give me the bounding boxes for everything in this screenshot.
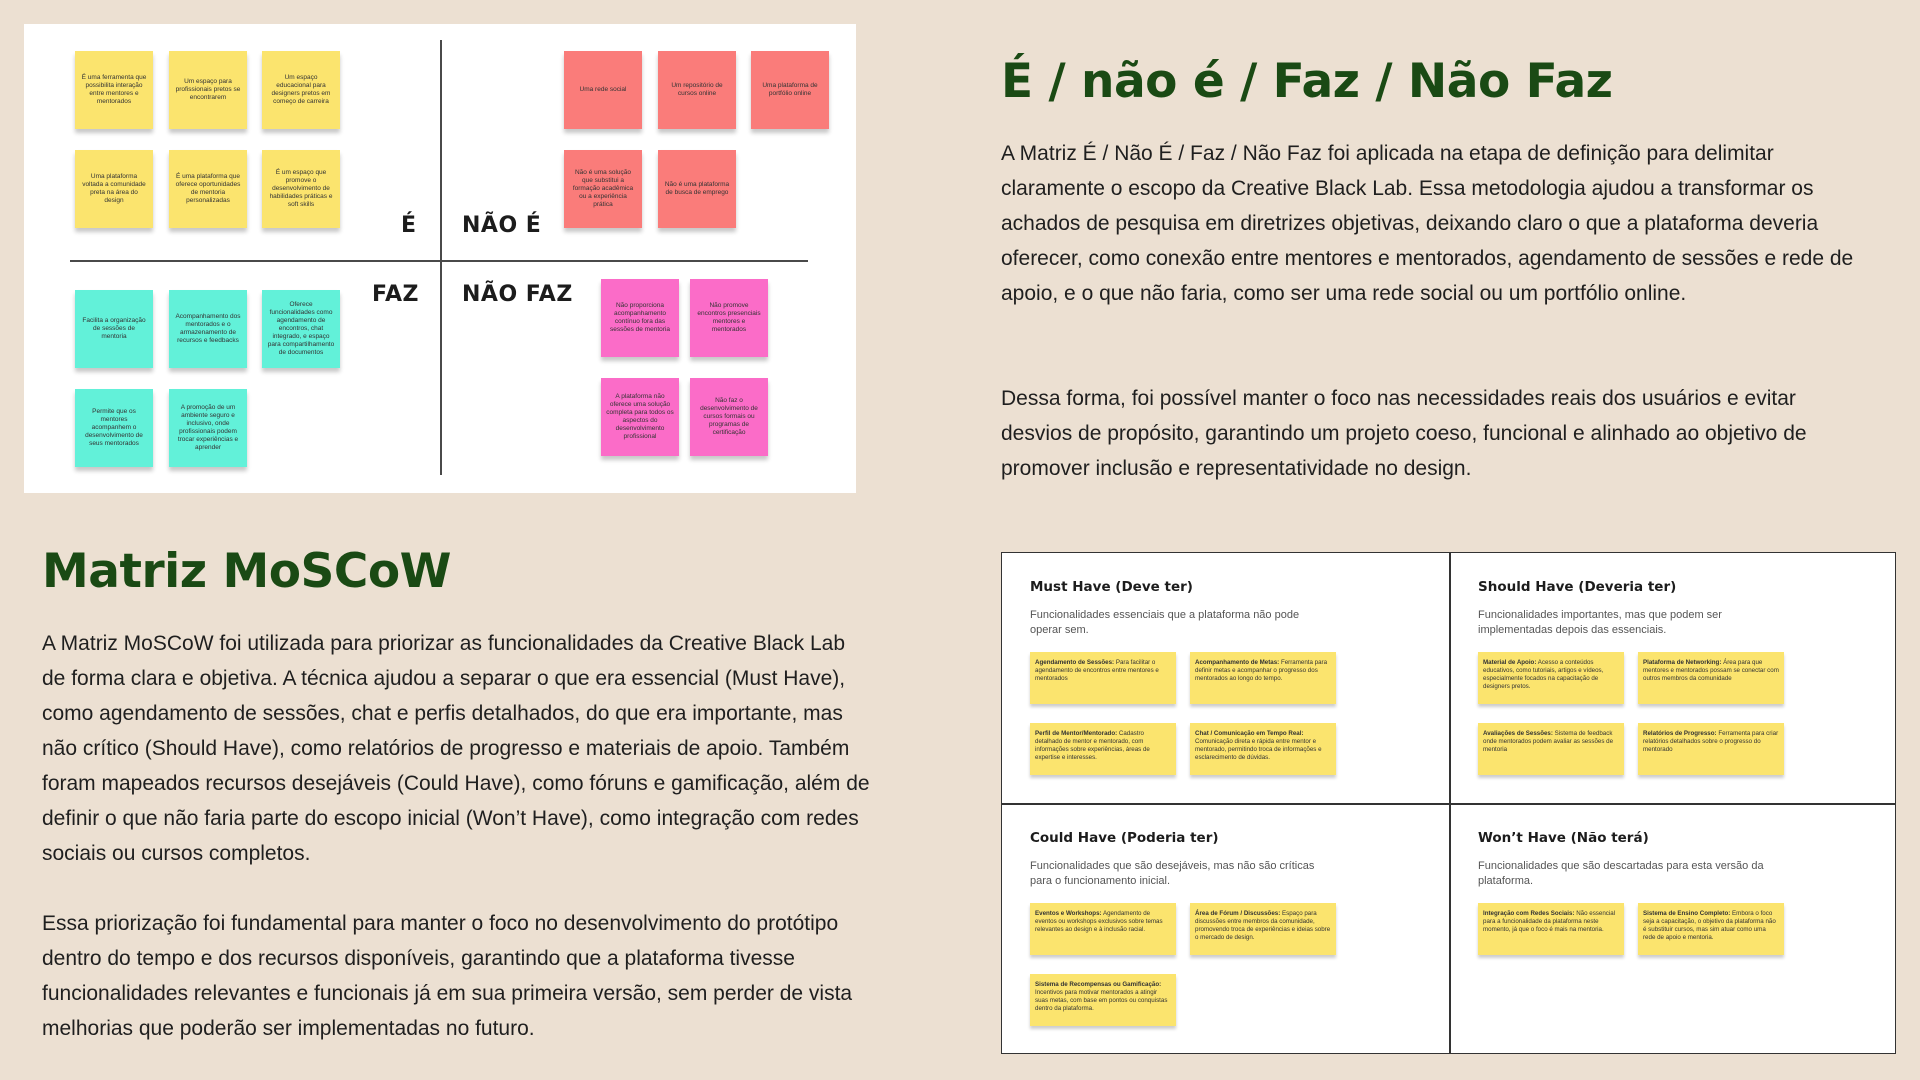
note-heading: Relatórios de Progresso:	[1643, 730, 1717, 737]
quadrant-label-nao-e: NÃO É	[462, 213, 542, 238]
quadrant-could-have	[1002, 804, 1449, 1054]
sticky-note-e: É um espaço que promove o desenvolvimento de habilidades práticas e soft skills	[262, 150, 340, 228]
note-heading: Sistema de Ensino Completo:	[1643, 910, 1731, 917]
sticky-note-wont	[1638, 903, 1784, 955]
sticky-note-could	[1190, 903, 1336, 955]
sticky-note-must	[1190, 723, 1336, 775]
sticky-note-should	[1478, 652, 1624, 704]
note-heading: Integração com Redes Sociais:	[1483, 910, 1575, 917]
note-body: Sistema de feedback onde mentorados podem avaliar as sessões de mentoria	[1483, 730, 1614, 753]
sticky-note-must	[1030, 652, 1176, 704]
matrix-horizontal-divider	[70, 260, 808, 262]
is-isnot-matrix-board	[24, 24, 856, 493]
quadrant-title: Won’t Have (Não terá)	[1478, 830, 1649, 846]
note-body: Não essencial para a funcionalidade da plataforma neste momento, já que o foco é mais na mentoria.	[1483, 910, 1616, 933]
note-heading: Acompanhamento de Metas:	[1195, 659, 1280, 666]
sticky-note-should	[1638, 723, 1784, 775]
quadrant-title: Should Have (Deveria ter)	[1478, 579, 1677, 595]
moscow-matrix-board	[1001, 552, 1896, 1054]
sticky-note-e: Uma plataforma voltada a comunidade preta na área do design	[75, 150, 153, 228]
matrix-vertical-divider	[440, 40, 442, 475]
sticky-note-should	[1478, 723, 1624, 775]
sticky-note-e: Um espaço educacional para designers pretos em começo de carreira	[262, 51, 340, 129]
sticky-note-faz: Oferece funcionalidades como agendamento de encontros, chat integrado, e espaço para compartilhamento de documentos	[262, 290, 340, 368]
quadrant-label-nao-faz: NÃO FAZ	[462, 282, 573, 307]
sticky-note-nao-e: Uma plataforma de portfólio online	[751, 51, 829, 129]
sticky-note-e: Um espaço para profissionais pretos se encontrarem	[169, 51, 247, 129]
note-body: Agendamento de eventos ou workshops exclusivos sobre temas relevantes ao design e à inclusão racial.	[1035, 910, 1163, 933]
note-body: Incentivos para motivar mentorados a atingir suas metas, com base em pontos ou conquistas dentro da plataforma.	[1035, 989, 1168, 1012]
note-heading: Material de Apoio:	[1483, 659, 1537, 666]
note-heading: Eventos e Workshops:	[1035, 910, 1102, 917]
note-body: Área para que mentores e mentorados possam se conectar com outros membros da comunidade	[1643, 659, 1779, 682]
note-heading: Chat / Comunicação em Tempo Real:	[1195, 730, 1304, 737]
section1-paragraph-1: A Matriz É / Não É / Faz / Não Faz foi aplicada na etapa de definição para delimitar claramente o escopo da Creative Black Lab. Essa metodologia ajudou a transformar os achados de pesquisa em diretrizes objetivas, deixando claro o que a plataforma deveria oferecer, como conexão entre mentores e mentorados, agendamento de sessões e rede de apoio, e o que não faria, como ser uma rede social ou um portfólio online.	[1001, 142, 1854, 305]
sticky-note-nao-faz: Não proporciona acompanhamento contínuo fora das sessões de mentoria	[601, 279, 679, 357]
sticky-note-nao-e: Um repositório de cursos online	[658, 51, 736, 129]
quadrant-should-have	[1450, 553, 1897, 803]
sticky-note-wont	[1478, 903, 1624, 955]
section2-paragraph-1: A Matriz MoSCoW foi utilizada para priorizar as funcionalidades da Creative Black Lab de forma clara e objetiva. A técnica ajudou a separar o que era essencial (Must Have), como agendamento de sessões, chat e perfis detalhados, do que era importante, mas não crítico (Should Have), como relatórios de progresso e materiais de apoio. Também foram mapeados recursos desejáveis (Could Have), como fóruns e gamificação, além de definir o que não faria parte do escopo inicial (Won’t Have), como integração com redes sociais ou cursos completos.	[42, 632, 870, 865]
sticky-note-should	[1638, 652, 1784, 704]
quadrant-description: Funcionalidades que são desejáveis, mas não são críticas para o funcionamento inicial.	[1030, 860, 1315, 887]
quadrant-description: Funcionalidades que são descartadas para esta versão da plataforma.	[1478, 860, 1764, 887]
sticky-note-e: É uma ferramenta que possibilita interação entre mentores e mentorados	[75, 51, 153, 129]
sticky-note-could	[1030, 974, 1176, 1026]
quadrant-label-faz: FAZ	[372, 282, 419, 307]
note-body: Ferramenta para definir metas e acompanhar o progresso dos mentorados ao longo do tempo.	[1195, 659, 1328, 682]
quadrant-must-have	[1002, 553, 1449, 803]
section1-paragraph-2: Dessa forma, foi possível manter o foco nas necessidades reais dos usuários e evitar desvios de propósito, garantindo um projeto coeso, funcional e alinhado ao objetivo de promover inclusão e representatividade no design.	[1001, 387, 1807, 480]
sticky-note-nao-e: Não é uma plataforma de busca de emprego	[658, 150, 736, 228]
note-body: Ferramenta para criar relatórios detalhados sobre o progresso do mentorado	[1643, 730, 1779, 753]
sticky-note-nao-faz: Não promove encontros presenciais mentores e mentorados	[690, 279, 768, 357]
sticky-note-could	[1030, 903, 1176, 955]
quadrant-description: Funcionalidades importantes, mas que podem ser implementadas depois das essenciais.	[1478, 609, 1722, 636]
section-title-e-nao-e: É / não é / Faz / Não Faz	[1001, 54, 1613, 109]
sticky-note-must	[1190, 652, 1336, 704]
sticky-note-nao-faz: Não faz o desenvolvimento de cursos formais ou programas de certificação	[690, 378, 768, 456]
sticky-note-nao-faz: A plataforma não oferece uma solução completa para todos os aspectos do desenvolvimento profissional	[601, 378, 679, 456]
sticky-note-faz: Acompanhamento dos mentorados e o armazenamento de recursos e feedbacks	[169, 290, 247, 368]
note-body: Espaço para discussões entre membros da comunidade, promovendo troca de experiências e ideias sobre o mercado de design.	[1195, 910, 1331, 941]
quadrant-label-e: É	[401, 213, 417, 238]
sticky-note-nao-e: Uma rede social	[564, 51, 642, 129]
note-body: Comunicação direta e rápida entre mentor e mentorado, permitindo troca de informações e esclarecimento de dúvidas.	[1195, 738, 1322, 761]
quadrant-title: Must Have (Deve ter)	[1030, 579, 1193, 595]
section2-paragraph-2: Essa priorização foi fundamental para manter o foco no desenvolvimento do protótipo dentro do tempo e dos recursos disponíveis, garantindo que a plataforma tivesse funcionalidades relevantes e funcionais já em sua primeira versão, sem perder de vista melhorias que poderão ser implementadas no futuro.	[42, 912, 853, 1040]
note-body: Cadastro detalhado de mentor e mentorado, com informações sobre experiências, áreas de expertise e interesses.	[1035, 730, 1150, 761]
section-title-moscow: Matriz MoSCoW	[42, 544, 451, 599]
note-heading: Perfil de Mentor/Mentorado:	[1035, 730, 1118, 737]
quadrant-description: Funcionalidades essenciais que a plataforma não pode operar sem.	[1030, 609, 1300, 636]
note-heading: Plataforma de Networking:	[1643, 659, 1722, 666]
note-body: Para facilitar o agendamento de encontros entre mentores e mentorados	[1035, 659, 1159, 682]
quadrant-title: Could Have (Poderia ter)	[1030, 830, 1219, 846]
sticky-note-must	[1030, 723, 1176, 775]
sticky-note-nao-e: Não é uma solução que substitui a formação acadêmica ou a experiência prática	[564, 150, 642, 228]
note-heading: Sistema de Recompensas ou Gamificação:	[1035, 981, 1162, 988]
note-body: Acesso a conteúdos educativos, como tutoriais, artigos e vídeos, especialmente focados na capacitação de designers pretos.	[1483, 659, 1604, 690]
quadrant-wont-have	[1450, 804, 1897, 1054]
sticky-note-e: É uma plataforma que oferece oportunidades de mentoria personalizadas	[169, 150, 247, 228]
note-heading: Avaliações de Sessões:	[1483, 730, 1553, 737]
sticky-note-faz: Permite que os mentores acompanhem o desenvolvimento de seus mentorados	[75, 389, 153, 467]
note-body: Embora o foco seja a capacitação, o objetivo da plataforma não é substituir cursos, mas sim atuar como uma rede de apoio e mentoria.	[1643, 910, 1776, 941]
note-heading: Agendamento de Sessões:	[1035, 659, 1115, 666]
note-heading: Área de Fórum / Discussões:	[1195, 910, 1281, 917]
sticky-note-faz: Facilita a organização de sessões de mentoria	[75, 290, 153, 368]
sticky-note-faz: A promoção de um ambiente seguro e inclusivo, onde profissionais podem trocar experiências e aprender	[169, 389, 247, 467]
